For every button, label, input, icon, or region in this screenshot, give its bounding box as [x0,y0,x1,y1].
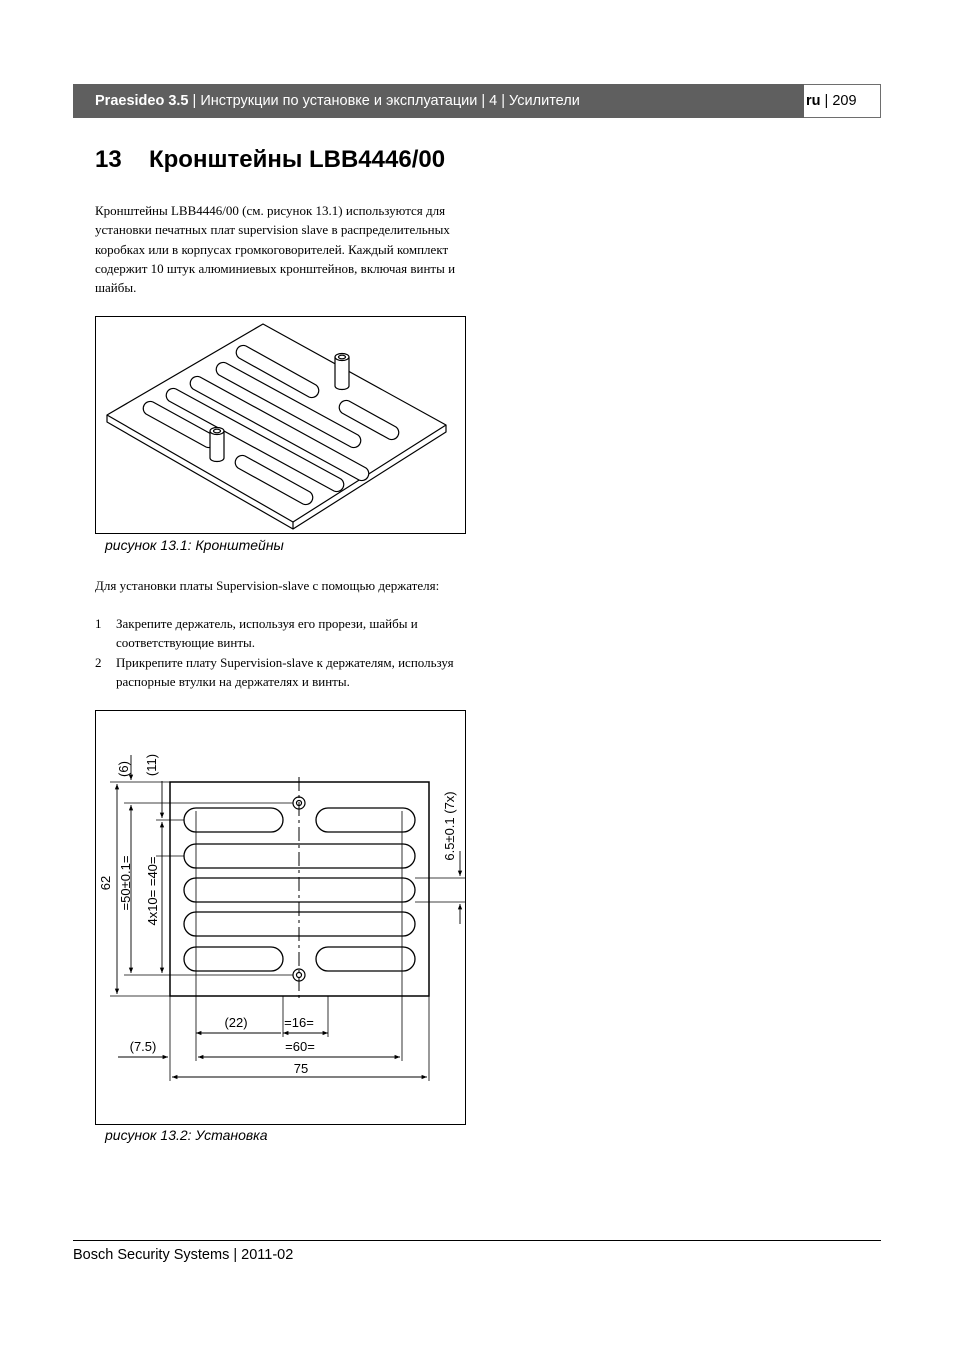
figure-installation [95,710,466,1125]
dim-75: 75 [293,1061,309,1076]
step-item [95,653,475,692]
dim-16: =16= [284,1015,314,1030]
dim-6: (6) [116,761,131,777]
step-item [95,614,475,653]
dim-7-5: (7.5) [129,1039,157,1054]
step-text: Закрепите держатель, используя его прорези, шайбы и соответствующие винты. [116,616,418,651]
dim-4x10: 4x10= =40= [145,856,160,926]
dim-22: (22) [224,1015,248,1030]
step-text: Прикрепите плату Supervision-slave к держателям, используя распорные втулки на держателях и винты. [116,654,454,689]
figure1-caption: рисунок 13.1: Кронштейны [105,537,284,553]
dim-50: =50±0.1= [118,855,133,911]
running-header [73,84,804,118]
page-number-box [804,84,881,118]
dim-60: =60= [285,1039,315,1054]
installation-drawing [96,711,465,1124]
bracket-drawing [96,317,465,533]
section-number: 13 [95,146,122,173]
procedure-lead: Для установки платы Supervision-slave с помощью держателя: [95,578,440,593]
figure2-caption: рисунок 13.2: Установка [105,1127,268,1143]
dim-62: 62 [98,875,113,891]
dim-11: (11) [144,753,159,777]
step-number: 1 [95,616,102,631]
footer-text: Bosch Security Systems | 2011-02 [73,1247,294,1263]
section-title: Кронштейны LBB4446/00 [149,146,446,173]
header-path: | Инструкции по установке и эксплуатации | 4 | Усилители [188,93,580,109]
procedure-steps [95,614,475,691]
page-number: | 209 [820,93,857,109]
section-heading [95,146,445,174]
product-name: Praesideo 3.5 [95,93,189,109]
step-number: 2 [95,654,102,670]
language-code: ru [806,93,821,109]
figure-brackets [95,316,466,534]
intro-paragraph: Кронштейны LBB4446/00 (см. рисунок 13.1) используются для установки печатных плат supervision slave в распределительных коробках или в корпусах громкоговорителей. Каждый комплект содержит 10 штук алюминиевых кронштейнов, включая винты и шайбы. [95,203,456,296]
footer-rule [73,1240,881,1241]
dim-6-5: 6.5±0.1 (7x) [442,791,457,861]
